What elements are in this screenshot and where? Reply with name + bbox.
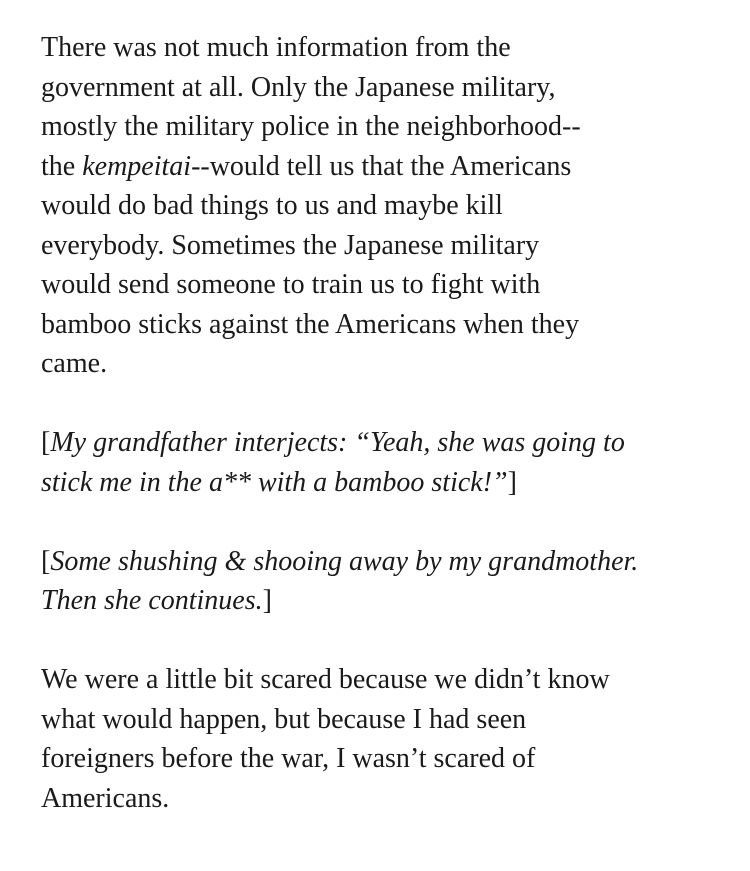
text-line — [41, 28, 731, 68]
text-line — [41, 700, 731, 740]
text-segment: government at all. Only the Japanese military, — [41, 71, 556, 103]
text-segment: would send someone to train us to fight with — [41, 269, 541, 300]
italic-text-segment: stick me in the a** with a bamboo stick!” — [41, 466, 508, 498]
paragraph — [41, 28, 731, 384]
text-line — [41, 226, 731, 266]
text-line — [41, 779, 731, 819]
text-segment: Americans. — [41, 782, 170, 814]
italic-text-segment: My grandfather interjects: “Yeah, she was going to — [50, 427, 625, 458]
text-segment: would do bad things to us and maybe kill — [41, 190, 503, 221]
document-body — [41, 28, 731, 818]
text-line — [41, 344, 731, 384]
paragraph — [41, 542, 731, 621]
italic-text-segment: Some shushing & shooing away by my grandmother. — [50, 545, 639, 577]
paragraph — [41, 423, 731, 502]
text-line — [41, 107, 731, 147]
text-segment: what would happen, but because I had seen — [41, 703, 527, 735]
text-line — [41, 305, 731, 345]
text-line — [41, 463, 731, 503]
text-segment: ] — [262, 585, 272, 616]
text-line — [41, 739, 731, 779]
text-line — [41, 147, 731, 187]
text-segment: [ — [41, 545, 51, 577]
paragraph — [41, 660, 731, 818]
italic-text-segment: kempeitai — [82, 150, 192, 182]
text-segment: came. — [41, 348, 108, 379]
text-line — [41, 581, 731, 621]
text-line — [41, 423, 731, 463]
text-segment: We were a little bit scared because we didn’t know — [41, 664, 610, 695]
text-segment: There was not much information from the — [41, 32, 511, 63]
italic-text-segment: Then she continues. — [41, 585, 263, 616]
text-line — [41, 265, 731, 305]
text-segment: [ — [41, 427, 51, 458]
text-segment: ] — [507, 466, 517, 498]
text-line — [41, 186, 731, 226]
text-segment: mostly the military police in the neighborhood-- — [41, 111, 581, 142]
text-segment: --would tell us that the Americans — [191, 150, 572, 182]
text-line — [41, 660, 731, 700]
text-segment: everybody. Sometimes the Japanese military — [41, 229, 540, 261]
text-line — [41, 68, 731, 108]
text-segment: the — [41, 150, 83, 182]
text-line — [41, 542, 731, 582]
text-segment: foreigners before the war, I wasn’t scared of — [41, 743, 536, 774]
text-segment: bamboo sticks against the Americans when they — [41, 308, 580, 340]
